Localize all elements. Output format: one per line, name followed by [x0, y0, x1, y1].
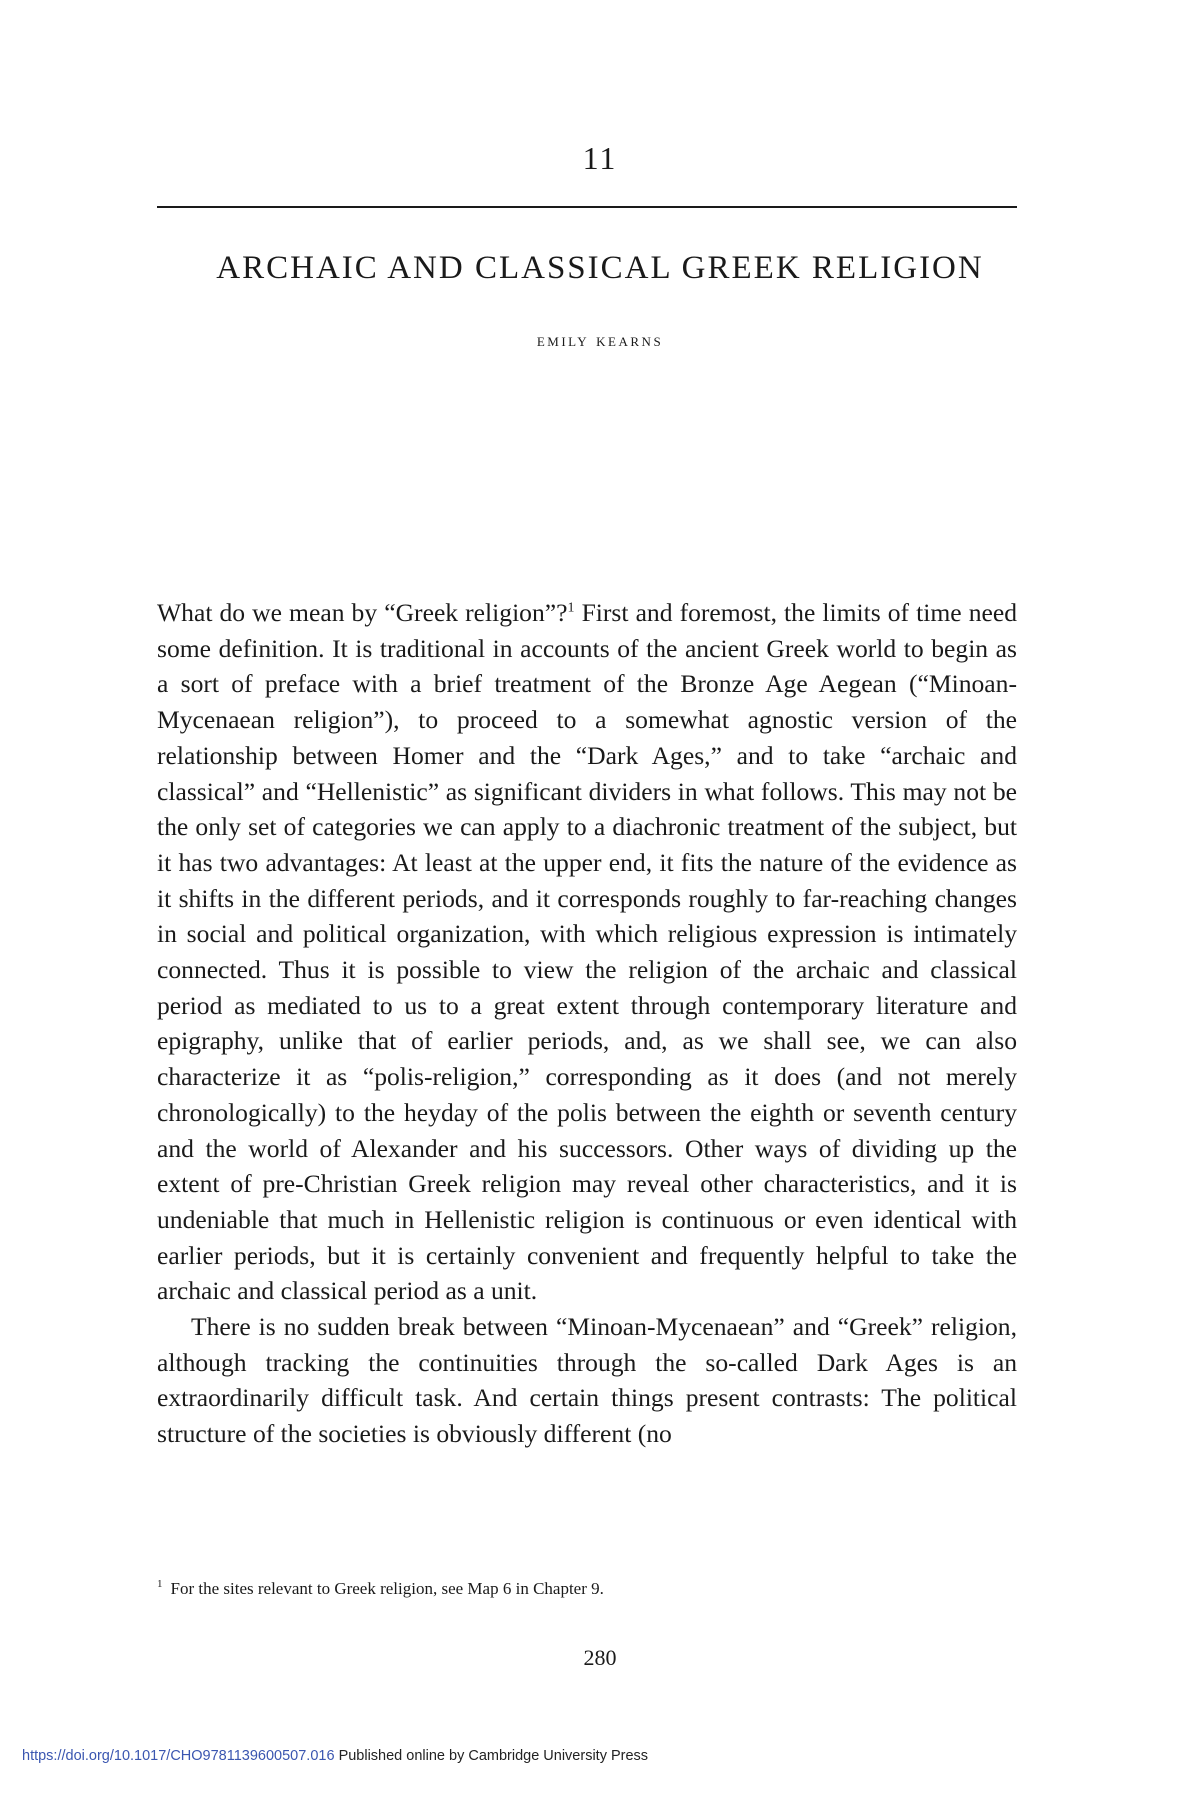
- body-text: [157, 595, 1017, 1452]
- footnote: [157, 1578, 1017, 1600]
- paragraph-1: [157, 595, 1017, 1309]
- paragraph-1-opening: What do we mean by “Greek religion”?: [157, 598, 568, 627]
- paragraph-2: There is no sudden break between “Minoan-Mycenaean” and “Greek” religion, although tracking the continuities through the so-called Dark Ages is an extraordinarily difficult task. And certain things present contrasts: The political structure of the societies is obviously different (no: [157, 1312, 1017, 1449]
- publisher-note: Published online by Cambridge University Press: [338, 1748, 649, 1764]
- footnote-text: For the sites relevant to Greek religion, see Map 6 in Chapter 9.: [170, 1579, 604, 1598]
- page-number: 280: [583, 1645, 617, 1670]
- chapter-author: emily kearns: [536, 330, 664, 350]
- footnote-number: 1: [157, 1578, 163, 1591]
- doi-link[interactable]: https://doi.org/10.1017/CHO9781139600507.016: [22, 1748, 335, 1764]
- citation-line: [22, 1748, 648, 1764]
- footnote-reference[interactable]: 1: [567, 600, 575, 616]
- chapter-title: ARCHAIC AND CLASSICAL GREEK RELIGION: [216, 250, 984, 286]
- title-divider: [157, 206, 1017, 208]
- paragraph-1-text: First and foremost, the limits of time need some definition. It is traditional in accounts of the ancient Greek world to begin as a sort of preface with a brief treatment of the Bronze Age Aegean (“Minoan-Mycenaean religion”), to proceed to a somewhat agnostic version of the relationship between Homer and the “Dark Ages,” and to take “archaic and classical” and “Hellenistic” as significant dividers in what follows. This may not be the only set of categories we can apply to a diachronic treatment of the subject, but it has two advantages: At least at the upper end, it fits the nature of the evidence as it shifts in the different periods, and it corresponds roughly to far-reaching changes in social and political organization, with which religious expression is intimately connected. Thus it is possible to view the religion of the archaic and classical period as mediated to us to a great extent through contemporary literature and epigraphy, unlike that of earlier periods, and, as we shall see, we can also characterize it as “polis-religion,” corresponding as it does (and not merely chronologically) to the heyday of the polis between the eighth or seventh century and the world of Alexander and his successors. Other ways of dividing up the extent of pre-Christian Greek religion may reveal other characteristics, and it is undeniable that much in Hellenistic religion is continuous or even identical with earlier periods, but it is certainly convenient and frequently helpful to take the archaic and classical period as a unit.: [157, 598, 1018, 1306]
- chapter-number: 11: [582, 140, 618, 176]
